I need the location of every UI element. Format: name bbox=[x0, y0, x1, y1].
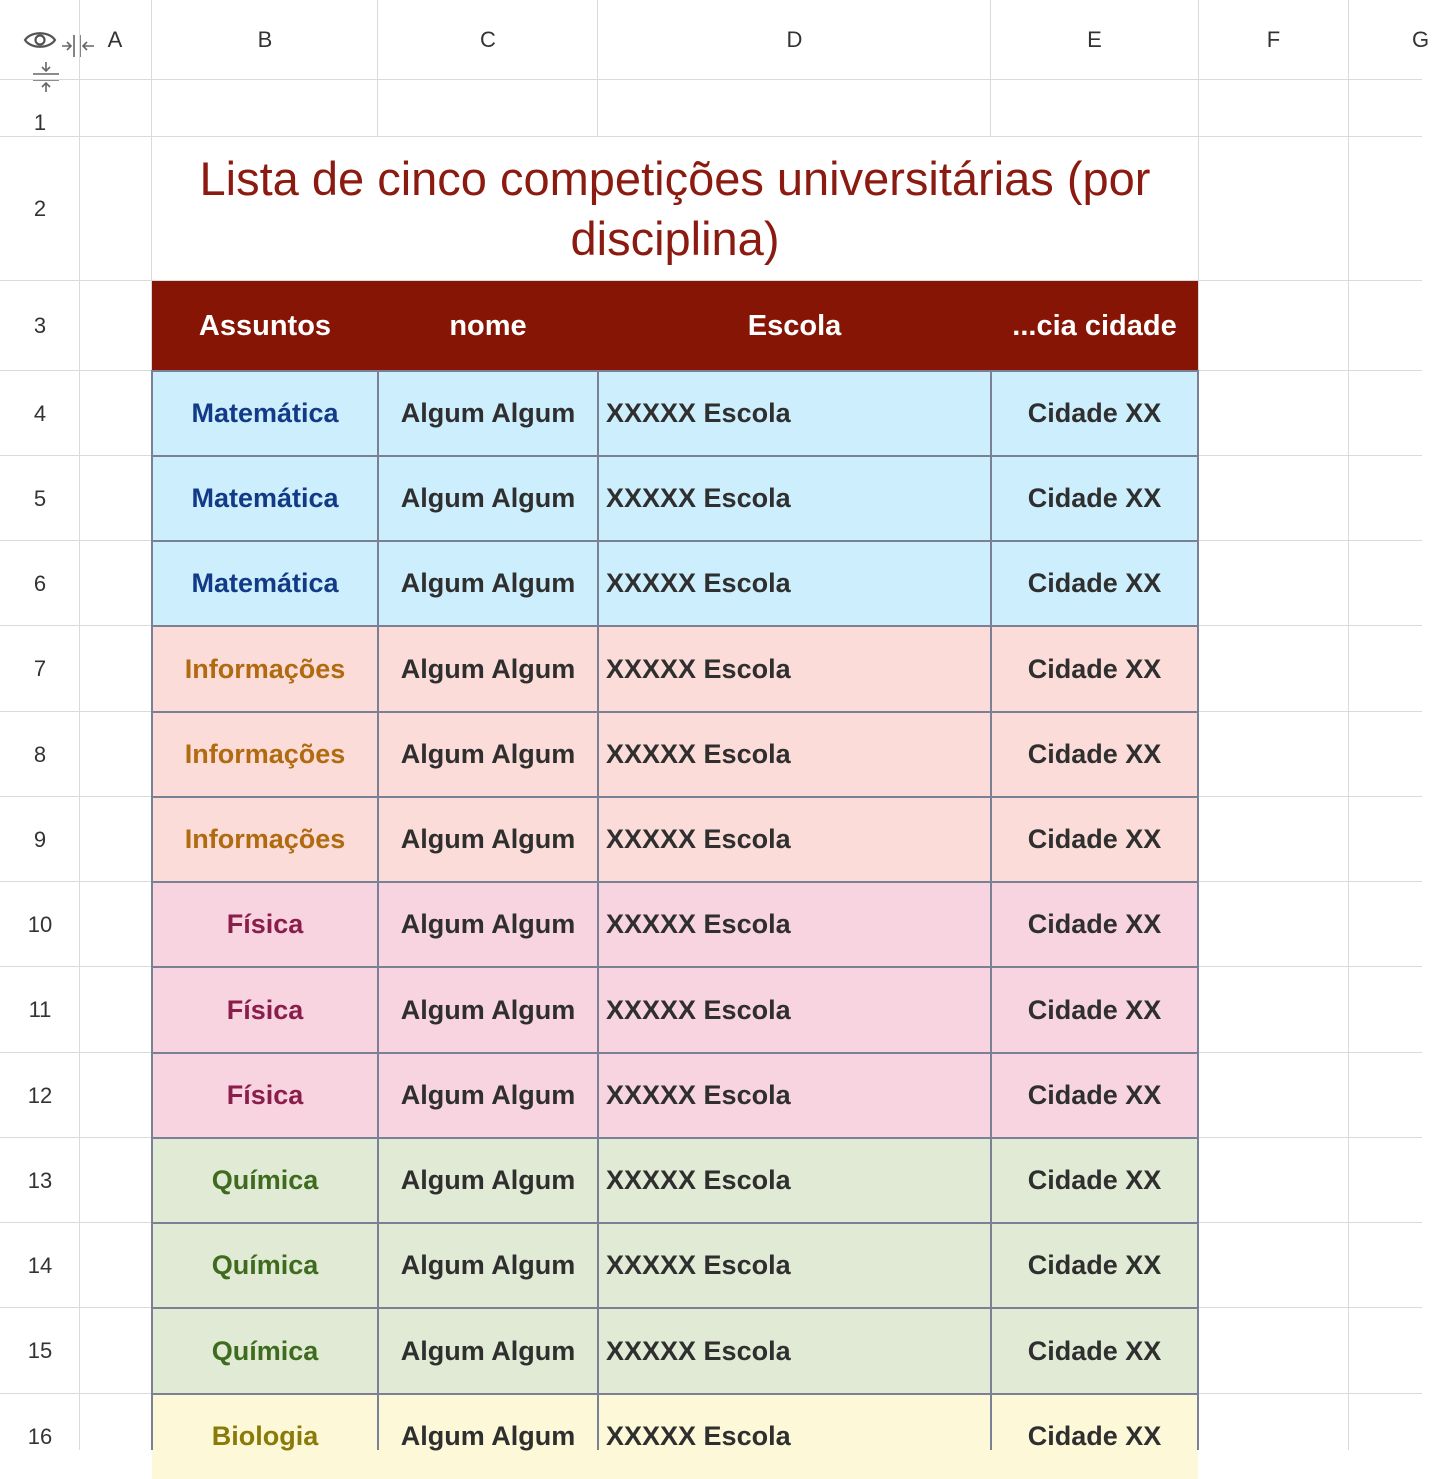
subject-cell[interactable]: Informações bbox=[152, 626, 378, 712]
sheet-title-cell[interactable] bbox=[152, 137, 1198, 280]
header-cell-city[interactable]: ...cia cidade bbox=[991, 281, 1198, 371]
column-header-f[interactable]: F bbox=[1266, 27, 1281, 52]
name-cell[interactable]: Algum Algum bbox=[378, 1308, 598, 1394]
school-cell[interactable]: XXXXX Escola bbox=[598, 541, 991, 626]
subject-cell[interactable]: Biologia bbox=[152, 1394, 378, 1479]
row-header-16[interactable]: 16 bbox=[27, 1423, 53, 1449]
table-border bbox=[151, 370, 1199, 372]
city-cell[interactable]: Cidade XX bbox=[991, 1138, 1198, 1223]
city-cell[interactable]: Cidade XX bbox=[991, 967, 1198, 1053]
subject-cell[interactable]: Matemática bbox=[152, 371, 378, 456]
school-cell[interactable]: XXXXX Escola bbox=[598, 1223, 991, 1308]
table-border bbox=[597, 370, 599, 1450]
name-cell[interactable]: Algum Algum bbox=[378, 1394, 598, 1479]
table-border bbox=[151, 881, 1199, 883]
subject-cell[interactable]: Química bbox=[152, 1308, 378, 1394]
header-cell-school[interactable]: Escola bbox=[598, 281, 991, 371]
school-cell[interactable]: XXXXX Escola bbox=[598, 712, 991, 797]
subject-cell[interactable]: Física bbox=[152, 882, 378, 967]
school-cell[interactable]: XXXXX Escola bbox=[598, 626, 991, 712]
school-cell[interactable]: XXXXX Escola bbox=[598, 1394, 991, 1479]
column-header-a[interactable]: A bbox=[107, 27, 123, 52]
sheet-title: Lista de cinco competições universitárias (por disciplina) bbox=[199, 151, 1151, 265]
name-cell[interactable]: Algum Algum bbox=[378, 541, 598, 626]
table-border bbox=[151, 1137, 1199, 1139]
column-header-c[interactable]: C bbox=[480, 27, 496, 52]
row-header-2[interactable]: 2 bbox=[33, 195, 47, 221]
name-cell[interactable]: Algum Algum bbox=[378, 1138, 598, 1223]
school-cell[interactable]: XXXXX Escola bbox=[598, 797, 991, 882]
column-header-b[interactable]: B bbox=[257, 27, 273, 52]
row-header-6[interactable]: 6 bbox=[33, 570, 47, 596]
row-header-3[interactable]: 3 bbox=[33, 313, 47, 338]
school-cell[interactable]: XXXXX Escola bbox=[598, 1053, 991, 1138]
table-border bbox=[377, 370, 379, 1450]
subject-cell[interactable]: Física bbox=[152, 1053, 378, 1138]
subject-cell[interactable]: Química bbox=[152, 1223, 378, 1308]
name-cell[interactable]: Algum Algum bbox=[378, 1053, 598, 1138]
city-cell[interactable]: Cidade XX bbox=[991, 712, 1198, 797]
row-header-12[interactable]: 12 bbox=[27, 1082, 53, 1108]
city-cell[interactable]: Cidade XX bbox=[991, 626, 1198, 712]
row-header-13[interactable]: 13 bbox=[27, 1167, 53, 1193]
table-border bbox=[151, 796, 1199, 798]
name-cell[interactable]: Algum Algum bbox=[378, 882, 598, 967]
school-cell[interactable]: XXXXX Escola bbox=[598, 1308, 991, 1394]
name-cell[interactable]: Algum Algum bbox=[378, 456, 598, 541]
row-header-5[interactable]: 5 bbox=[33, 485, 47, 511]
city-cell[interactable]: Cidade XX bbox=[991, 882, 1198, 967]
city-cell[interactable]: Cidade XX bbox=[991, 1308, 1198, 1394]
table-border bbox=[151, 1307, 1199, 1309]
city-cell[interactable]: Cidade XX bbox=[991, 371, 1198, 456]
row-header-10[interactable]: 10 bbox=[27, 911, 53, 937]
table-border bbox=[151, 625, 1199, 627]
header-cell-name[interactable]: nome bbox=[378, 281, 598, 371]
column-header-d[interactable]: D bbox=[786, 27, 803, 52]
table-border bbox=[151, 455, 1199, 457]
column-header-g[interactable]: G bbox=[1412, 27, 1430, 52]
row-header-15[interactable]: 15 bbox=[27, 1338, 53, 1363]
subject-cell[interactable]: Informações bbox=[152, 797, 378, 882]
school-cell[interactable]: XXXXX Escola bbox=[598, 371, 991, 456]
row-header-7[interactable]: 7 bbox=[33, 656, 47, 681]
table-border bbox=[1197, 370, 1199, 1450]
row-header-1[interactable]: 1 bbox=[33, 110, 47, 135]
city-cell[interactable]: Cidade XX bbox=[991, 456, 1198, 541]
subject-cell[interactable]: Química bbox=[152, 1138, 378, 1223]
city-cell[interactable]: Cidade XX bbox=[991, 541, 1198, 626]
table-border bbox=[151, 966, 1199, 968]
column-header-e[interactable]: E bbox=[1087, 27, 1102, 52]
school-cell[interactable]: XXXXX Escola bbox=[598, 456, 991, 541]
subject-cell[interactable]: Física bbox=[152, 967, 378, 1053]
header-cell-subjects[interactable]: Assuntos bbox=[152, 281, 378, 371]
row-header-4[interactable]: 4 bbox=[33, 400, 47, 426]
school-cell[interactable]: XXXXX Escola bbox=[598, 1138, 991, 1223]
collapse-columns-icon[interactable] bbox=[60, 31, 96, 61]
city-cell[interactable]: Cidade XX bbox=[991, 1394, 1198, 1479]
table-border bbox=[151, 370, 153, 1450]
row-header-8[interactable]: 8 bbox=[33, 741, 47, 767]
name-cell[interactable]: Algum Algum bbox=[378, 712, 598, 797]
row-header-11[interactable]: 11 bbox=[28, 997, 52, 1022]
table-border bbox=[151, 1222, 1199, 1224]
school-cell[interactable]: XXXXX Escola bbox=[598, 967, 991, 1053]
city-cell[interactable]: Cidade XX bbox=[991, 797, 1198, 882]
row-header-9[interactable]: 9 bbox=[33, 826, 47, 852]
name-cell[interactable]: Algum Algum bbox=[378, 626, 598, 712]
eye-icon[interactable] bbox=[23, 28, 57, 52]
city-cell[interactable]: Cidade XX bbox=[991, 1053, 1198, 1138]
subject-cell[interactable]: Informações bbox=[152, 712, 378, 797]
name-cell[interactable]: Algum Algum bbox=[378, 1223, 598, 1308]
name-cell[interactable]: Algum Algum bbox=[378, 797, 598, 882]
subject-cell[interactable]: Matemática bbox=[152, 541, 378, 626]
table-border bbox=[151, 540, 1199, 542]
row-header-14[interactable]: 14 bbox=[27, 1252, 53, 1278]
school-cell[interactable]: XXXXX Escola bbox=[598, 882, 991, 967]
table-border bbox=[151, 1052, 1199, 1054]
city-cell[interactable]: Cidade XX bbox=[991, 1223, 1198, 1308]
name-cell[interactable]: Algum Algum bbox=[378, 371, 598, 456]
name-cell[interactable]: Algum Algum bbox=[378, 967, 598, 1053]
subject-cell[interactable]: Matemática bbox=[152, 456, 378, 541]
table-border bbox=[151, 711, 1199, 713]
table-border bbox=[151, 1393, 1199, 1395]
table-border bbox=[990, 370, 992, 1450]
